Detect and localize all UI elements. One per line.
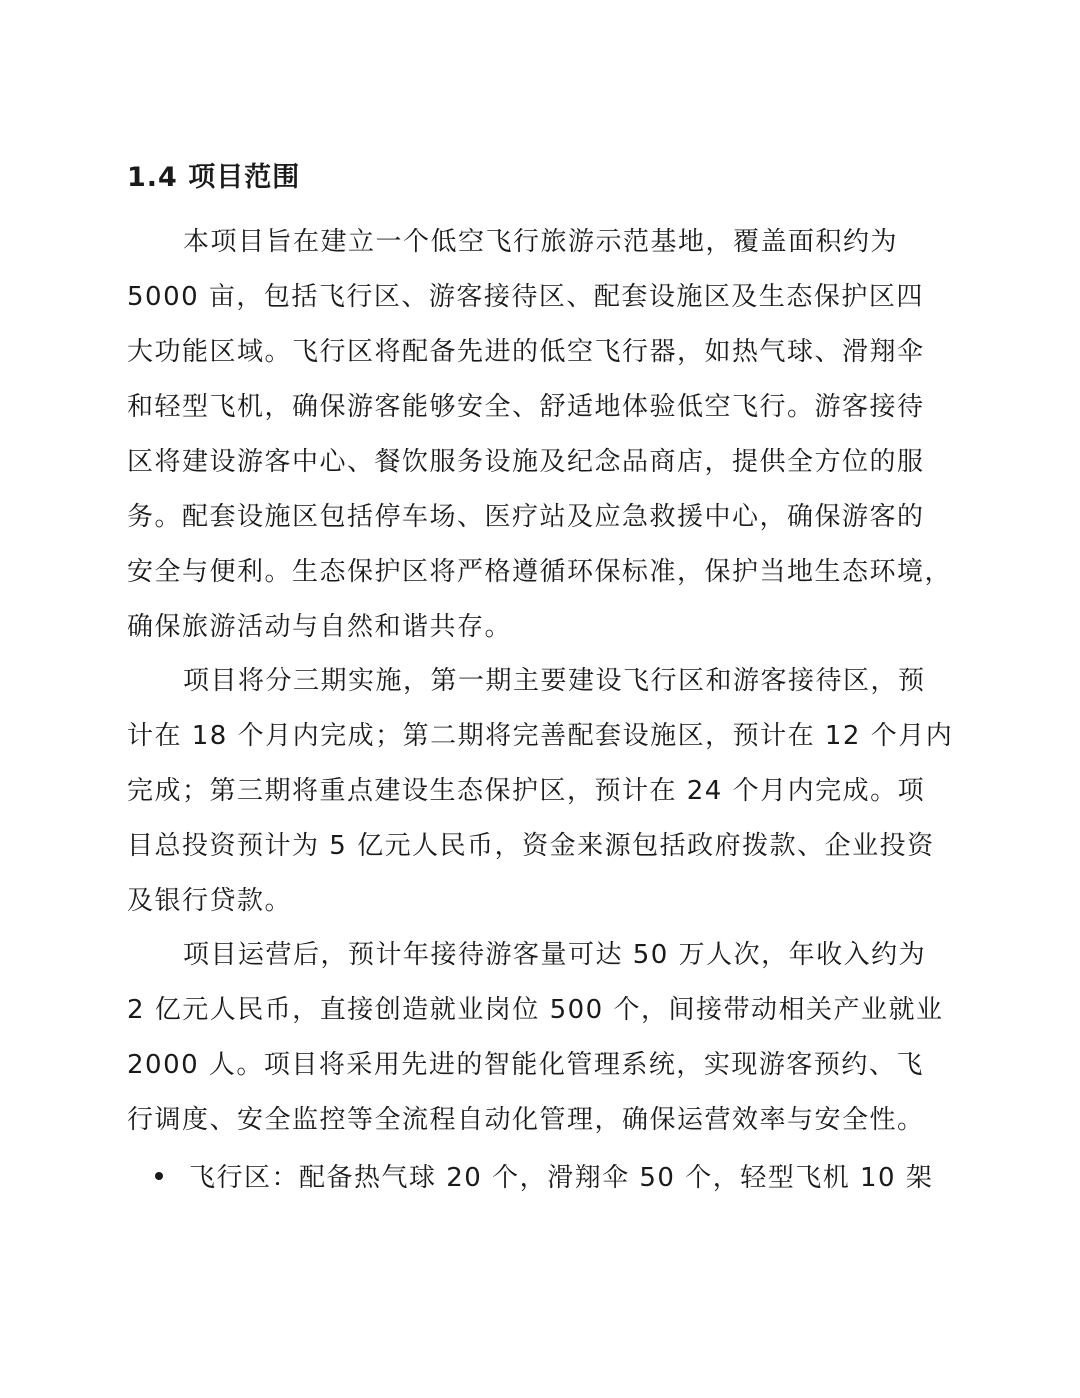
paragraph-1-line-5: 区将建设游客中心、餐饮服务设施及纪念品商店，提供全方位的服 [127,447,925,477]
paragraph-1-line-7: 安全与便利。生态保护区将严格遵循环保标准，保护当地生态环境， [127,557,953,587]
paragraph-2-line-1: 项目将分三期实施，第一期主要建设飞行区和游客接待区，预 [183,666,926,696]
paragraph-2-line-4: 目总投资预计为 5 亿元人民币，资金来源包括政府拨款、企业投资 [127,831,935,861]
paragraph-2-line-3: 完成；第三期将重点建设生态保护区，预计在 24 个月内完成。项 [127,776,926,806]
paragraph-1-line-1: 本项目旨在建立一个低空飞行旅游示范基地，覆盖面积约为 [183,227,899,257]
paragraph-2-line-2: 计在 18 个月内完成；第二期将完善配套设施区，预计在 12 个月内 [127,721,954,751]
bullet-icon [155,1172,163,1180]
paragraph-3-line-3: 2000 人。项目将采用先进的智能化管理系统，实现游客预约、飞 [127,1050,924,1080]
bullet-item-flight-zone: 飞行区：配备热气球 20 个，滑翔伞 50 个，轻型飞机 10 架 [189,1163,934,1193]
section-heading: 1.4 项目范围 [127,162,301,193]
paragraph-1-line-6: 务。配套设施区包括停车场、医疗站及应急救援中心，确保游客的 [127,502,925,532]
paragraph-1-line-3: 大功能区域。飞行区将配备先进的低空飞行器，如热气球、滑翔伞 [127,337,925,367]
paragraph-3-line-1: 项目运营后，预计年接待游客量可达 50 万人次，年收入约为 [183,940,927,970]
paragraph-1-line-4: 和轻型飞机，确保游客能够安全、舒适地体验低空飞行。游客接待 [127,392,925,422]
paragraph-3-line-4: 行调度、安全监控等全流程自动化管理，确保运营效率与安全性。 [127,1105,925,1135]
paragraph-1-line-8: 确保旅游活动与自然和谐共存。 [127,612,513,642]
paragraph-1-line-2: 5000 亩，包括飞行区、游客接待区、配套设施区及生态保护区四 [127,282,924,312]
paragraph-2-line-5: 及银行贷款。 [127,886,293,916]
paragraph-3-line-2: 2 亿元人民币，直接创造就业岗位 500 个，间接带动相关产业就业 [127,995,944,1025]
